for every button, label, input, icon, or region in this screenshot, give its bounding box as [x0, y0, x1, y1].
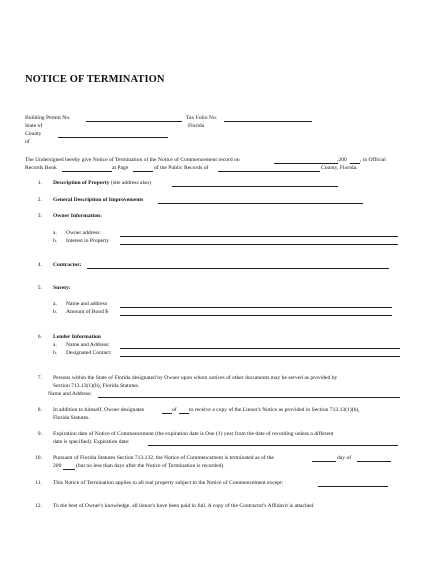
item-6-label: Lender Information — [53, 334, 101, 340]
designated-contact-line[interactable] — [120, 356, 400, 357]
item-7-name-line[interactable] — [98, 397, 400, 398]
document-title: NOTICE OF TERMINATION — [25, 74, 165, 85]
item-5b-letter: b. — [53, 309, 58, 315]
intro-text-2c: of the Public Records of — [154, 165, 209, 171]
item-5-label: Surety: — [53, 285, 71, 291]
county-of-label: of — [25, 139, 30, 145]
item-3a-letter: a. — [53, 230, 57, 236]
item-1-bold: Description of Property — [53, 180, 110, 186]
building-permit-label: Building Permit No. — [25, 115, 71, 121]
item-2-number: 2. — [37, 197, 42, 203]
intro-text-2d: County, Florida. — [321, 165, 358, 171]
contractor-line[interactable] — [87, 268, 389, 269]
item-7-line-2: Section 713.13(1)(b), Florida Statutes. — [53, 383, 140, 389]
item-11-number: 11. — [35, 480, 42, 486]
item-8-number: 8. — [37, 407, 42, 413]
item-8-text-a: In addition to himself, Owner designates — [53, 407, 145, 413]
item-4-label: Contractor: — [53, 262, 82, 268]
item-6-number: 6. — [37, 334, 42, 340]
records-book-line[interactable] — [62, 171, 112, 172]
intro-text-2a: Records Book — [25, 165, 57, 171]
item-3-label: Owner Information: — [53, 213, 102, 219]
item-8-text-c: to receive a copy of the Lienor's Notice as provided in Section 713.13(1)(b), — [189, 407, 360, 413]
item-8-text-b: of — [172, 407, 177, 413]
termination-month-line[interactable] — [357, 461, 391, 462]
item-4-number: 4. — [37, 262, 42, 268]
item-10-text-d: (but no less than days after the Notice of Termination is recorded). — [76, 463, 225, 469]
item-2-label: General Description of Improvements — [53, 197, 144, 203]
intro-text-1b: ,200 — [337, 157, 347, 163]
item-3b-letter: b. — [53, 238, 58, 244]
intro-line-1 — [25, 157, 240, 164]
record-date-line[interactable] — [274, 163, 338, 164]
record-year-line[interactable] — [350, 163, 360, 164]
item-6a-letter: a. — [53, 342, 57, 348]
item-10-text-c: 200 — [53, 463, 62, 469]
owner-address-line[interactable] — [120, 236, 398, 237]
item-6b-letter: b. — [53, 350, 58, 356]
interest-property-line[interactable] — [120, 244, 398, 245]
tax-folio-label: Tax Folio No. — [186, 115, 218, 121]
item-1-rest: (site address also) — [109, 180, 151, 186]
item-10-number: 10. — [35, 455, 42, 461]
item-7-name-label: Name and Address: — [48, 391, 92, 397]
county-line[interactable] — [58, 137, 168, 138]
intro-text-1c: , in Official — [360, 157, 386, 163]
state-of-label: State of — [25, 123, 43, 129]
item-1-number: 1. — [37, 180, 42, 186]
termination-year-line[interactable] — [63, 469, 75, 470]
building-permit-line[interactable] — [86, 121, 182, 122]
item-1-label — [53, 180, 151, 187]
intro-text-2b: at Page — [112, 165, 129, 171]
property-description-line[interactable] — [172, 186, 338, 187]
owner-address-label: Owner address: — [66, 230, 101, 236]
item-9-number: 9. — [37, 431, 42, 437]
item-3-number: 3. — [37, 213, 42, 219]
lender-name-label: Name and Address: — [66, 342, 110, 348]
item-10-text-a: Pursuant of Florida Statutes Section 713.132, the Notice of Commencement is terminated as of the — [53, 455, 274, 461]
designated-contact-label: Designated Contact: — [66, 350, 112, 356]
intro-text-1a: The Undersigned hereby give Notice of Termination of the Notice of Commencement record on — [25, 157, 240, 163]
item-7-line-1: Persons within the State of Florida designated by Owner upon whom notices of other documents may be served as provided by — [53, 375, 338, 381]
surety-name-label: Name and address — [66, 301, 108, 307]
surety-name-line[interactable] — [120, 307, 392, 308]
improvements-line[interactable] — [158, 203, 363, 204]
tax-folio-line[interactable] — [224, 121, 312, 122]
item-11-text: This Notice of Termination applies to all real property subject to the Notice of Commencement except: — [53, 480, 284, 486]
item-7-number: 7. — [37, 375, 42, 381]
exception-line[interactable] — [318, 486, 388, 487]
item-9-line-2: date is specified). Expiration date: — [53, 439, 130, 445]
state-florida-label: Florida — [188, 123, 205, 129]
termination-day-line[interactable] — [312, 461, 336, 462]
item-9-line-1: Expiration date of Notice of Commencement (the expiration date is One (1) year from the date of recording unless a different — [53, 431, 334, 437]
item-8-line-2: Florida Statutes. — [53, 415, 90, 421]
item-12-number: 12. — [35, 503, 42, 509]
bond-amount-line[interactable] — [120, 315, 392, 316]
designee-line[interactable] — [162, 413, 172, 414]
item-12-text: To the best of Owner's knowledge, all lienor's have been paid in full. A copy of the Contractor's Affidavit is attached. — [53, 503, 315, 509]
public-records-county-line[interactable] — [218, 171, 320, 172]
bond-amount-label: Amount of Bond $ — [66, 309, 109, 315]
item-5a-letter: a. — [53, 301, 57, 307]
lender-name-line[interactable] — [120, 348, 400, 349]
county-label: County — [25, 131, 42, 137]
expiration-date-line[interactable] — [148, 445, 398, 446]
interest-property-label: Interest in Property — [66, 238, 110, 244]
item-5-number: 5. — [37, 285, 42, 291]
page-line[interactable] — [133, 171, 153, 172]
designee-of-line[interactable] — [179, 413, 189, 414]
item-10-text-b: day of — [337, 455, 352, 461]
